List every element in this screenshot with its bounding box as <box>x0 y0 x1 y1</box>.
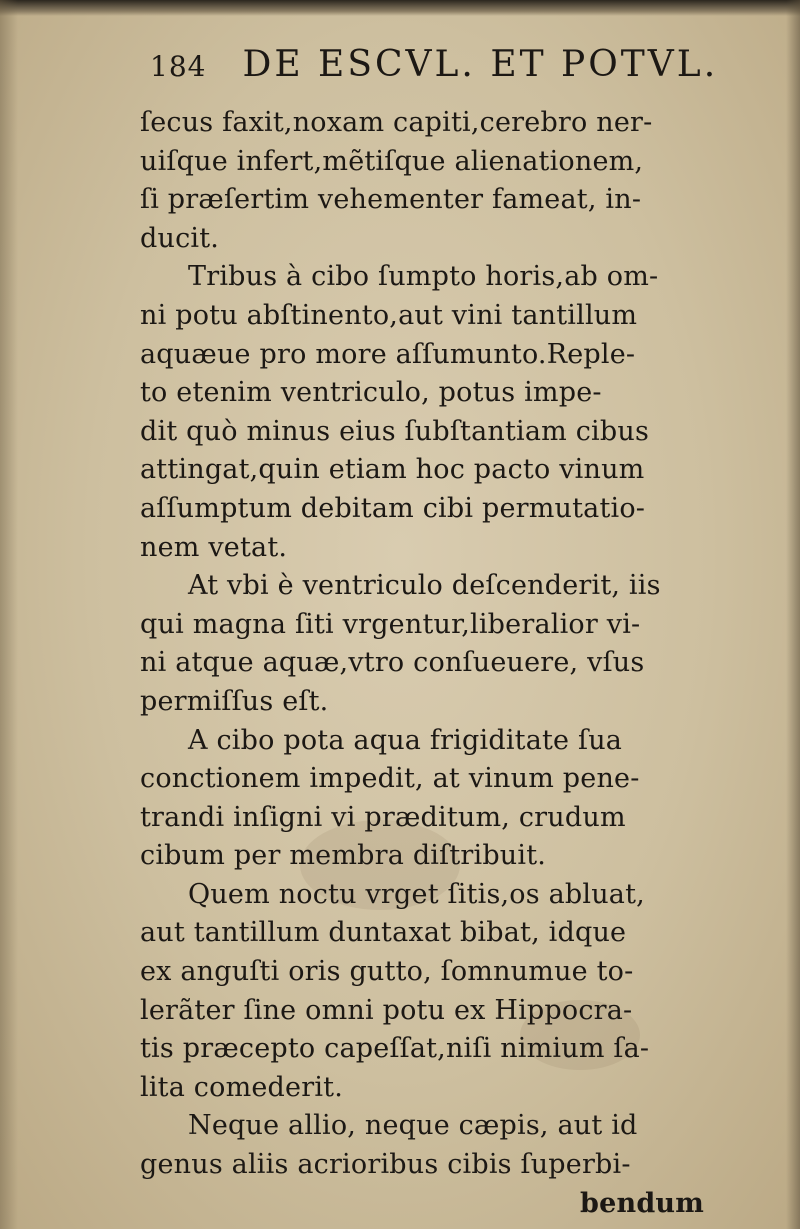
text-line: aſſumptum debitam cibi permutatio- <box>140 492 646 524</box>
paragraph-start-line: Tribus à cibo ſumpto horis,ab om- <box>188 261 659 293</box>
text-line: ex anguſti oris gutto, ſomnumue to- <box>140 956 634 988</box>
text-line: ſi præſertim vehementer fameat, in- <box>140 184 642 216</box>
text-line: dit quò minus eius ſubſtantiam cibus <box>140 415 650 447</box>
text-line: ducit. <box>140 222 220 254</box>
text-line: genus aliis acrioribus cibis ſuperbi- <box>140 1149 631 1181</box>
running-head <box>140 44 719 104</box>
page-top-edge <box>0 0 800 16</box>
text-line: ſecus faxit,noxam capiti,cerebro ner- <box>140 107 653 138</box>
text-line: nem vetat. <box>140 531 288 563</box>
text-line: attingat,quin etiam hoc pacto vinum <box>140 454 645 486</box>
text-line: ni potu abſtinento,aut vini tantillum <box>140 299 638 331</box>
text-line: aut tantillum duntaxat bibat, idque <box>140 917 627 949</box>
page-number: 184 <box>150 50 207 83</box>
paragraph-start-line: Quem noctu vrget ſitis,os abluat, <box>188 878 645 910</box>
text-line: qui magna ſiti vrgentur,liberalior vi- <box>140 608 641 640</box>
page-left-edge <box>0 0 18 1229</box>
catchword: bendum <box>580 1187 704 1219</box>
paragraph-start-line: At vbi è ventriculo deſcenderit, iis <box>188 570 661 602</box>
text-line: tis præcepto capeſſat,niſi nimium ſa- <box>140 1033 650 1065</box>
paragraph-start-line: A cibo pota aqua frigiditate ſua <box>188 724 623 756</box>
text-line: ni atque aquæ,vtro conſueuere, vſus <box>140 647 645 679</box>
text-line: uiſque infert,mẽtiſque alienationem, <box>140 145 644 177</box>
paragraph-start-line: Neque allio, neque cæpis, aut id <box>188 1110 638 1142</box>
text-block <box>140 44 719 1223</box>
page-right-edge <box>786 0 800 1229</box>
text-line: lerãter ſine omni potu ex Hippocra- <box>140 994 633 1026</box>
text-line: lita comederit. <box>140 1071 343 1103</box>
text-line: to etenim ventriculo, potus impe- <box>140 377 602 409</box>
body-text <box>140 104 710 1223</box>
text-line: permiſſus eſt. <box>140 685 329 717</box>
text-line: cibum per membra diſtribuit. <box>140 840 547 872</box>
text-line: aquæue pro more aſſumunto.Reple- <box>140 338 636 370</box>
text-line: trandi inſigni vi præditum, crudum <box>140 801 626 833</box>
catchword-row <box>140 1185 710 1224</box>
text-line: conctionem impedit, at vinum pene- <box>140 763 640 795</box>
running-title: DE ESCVL. ET POTVL. <box>242 44 719 85</box>
